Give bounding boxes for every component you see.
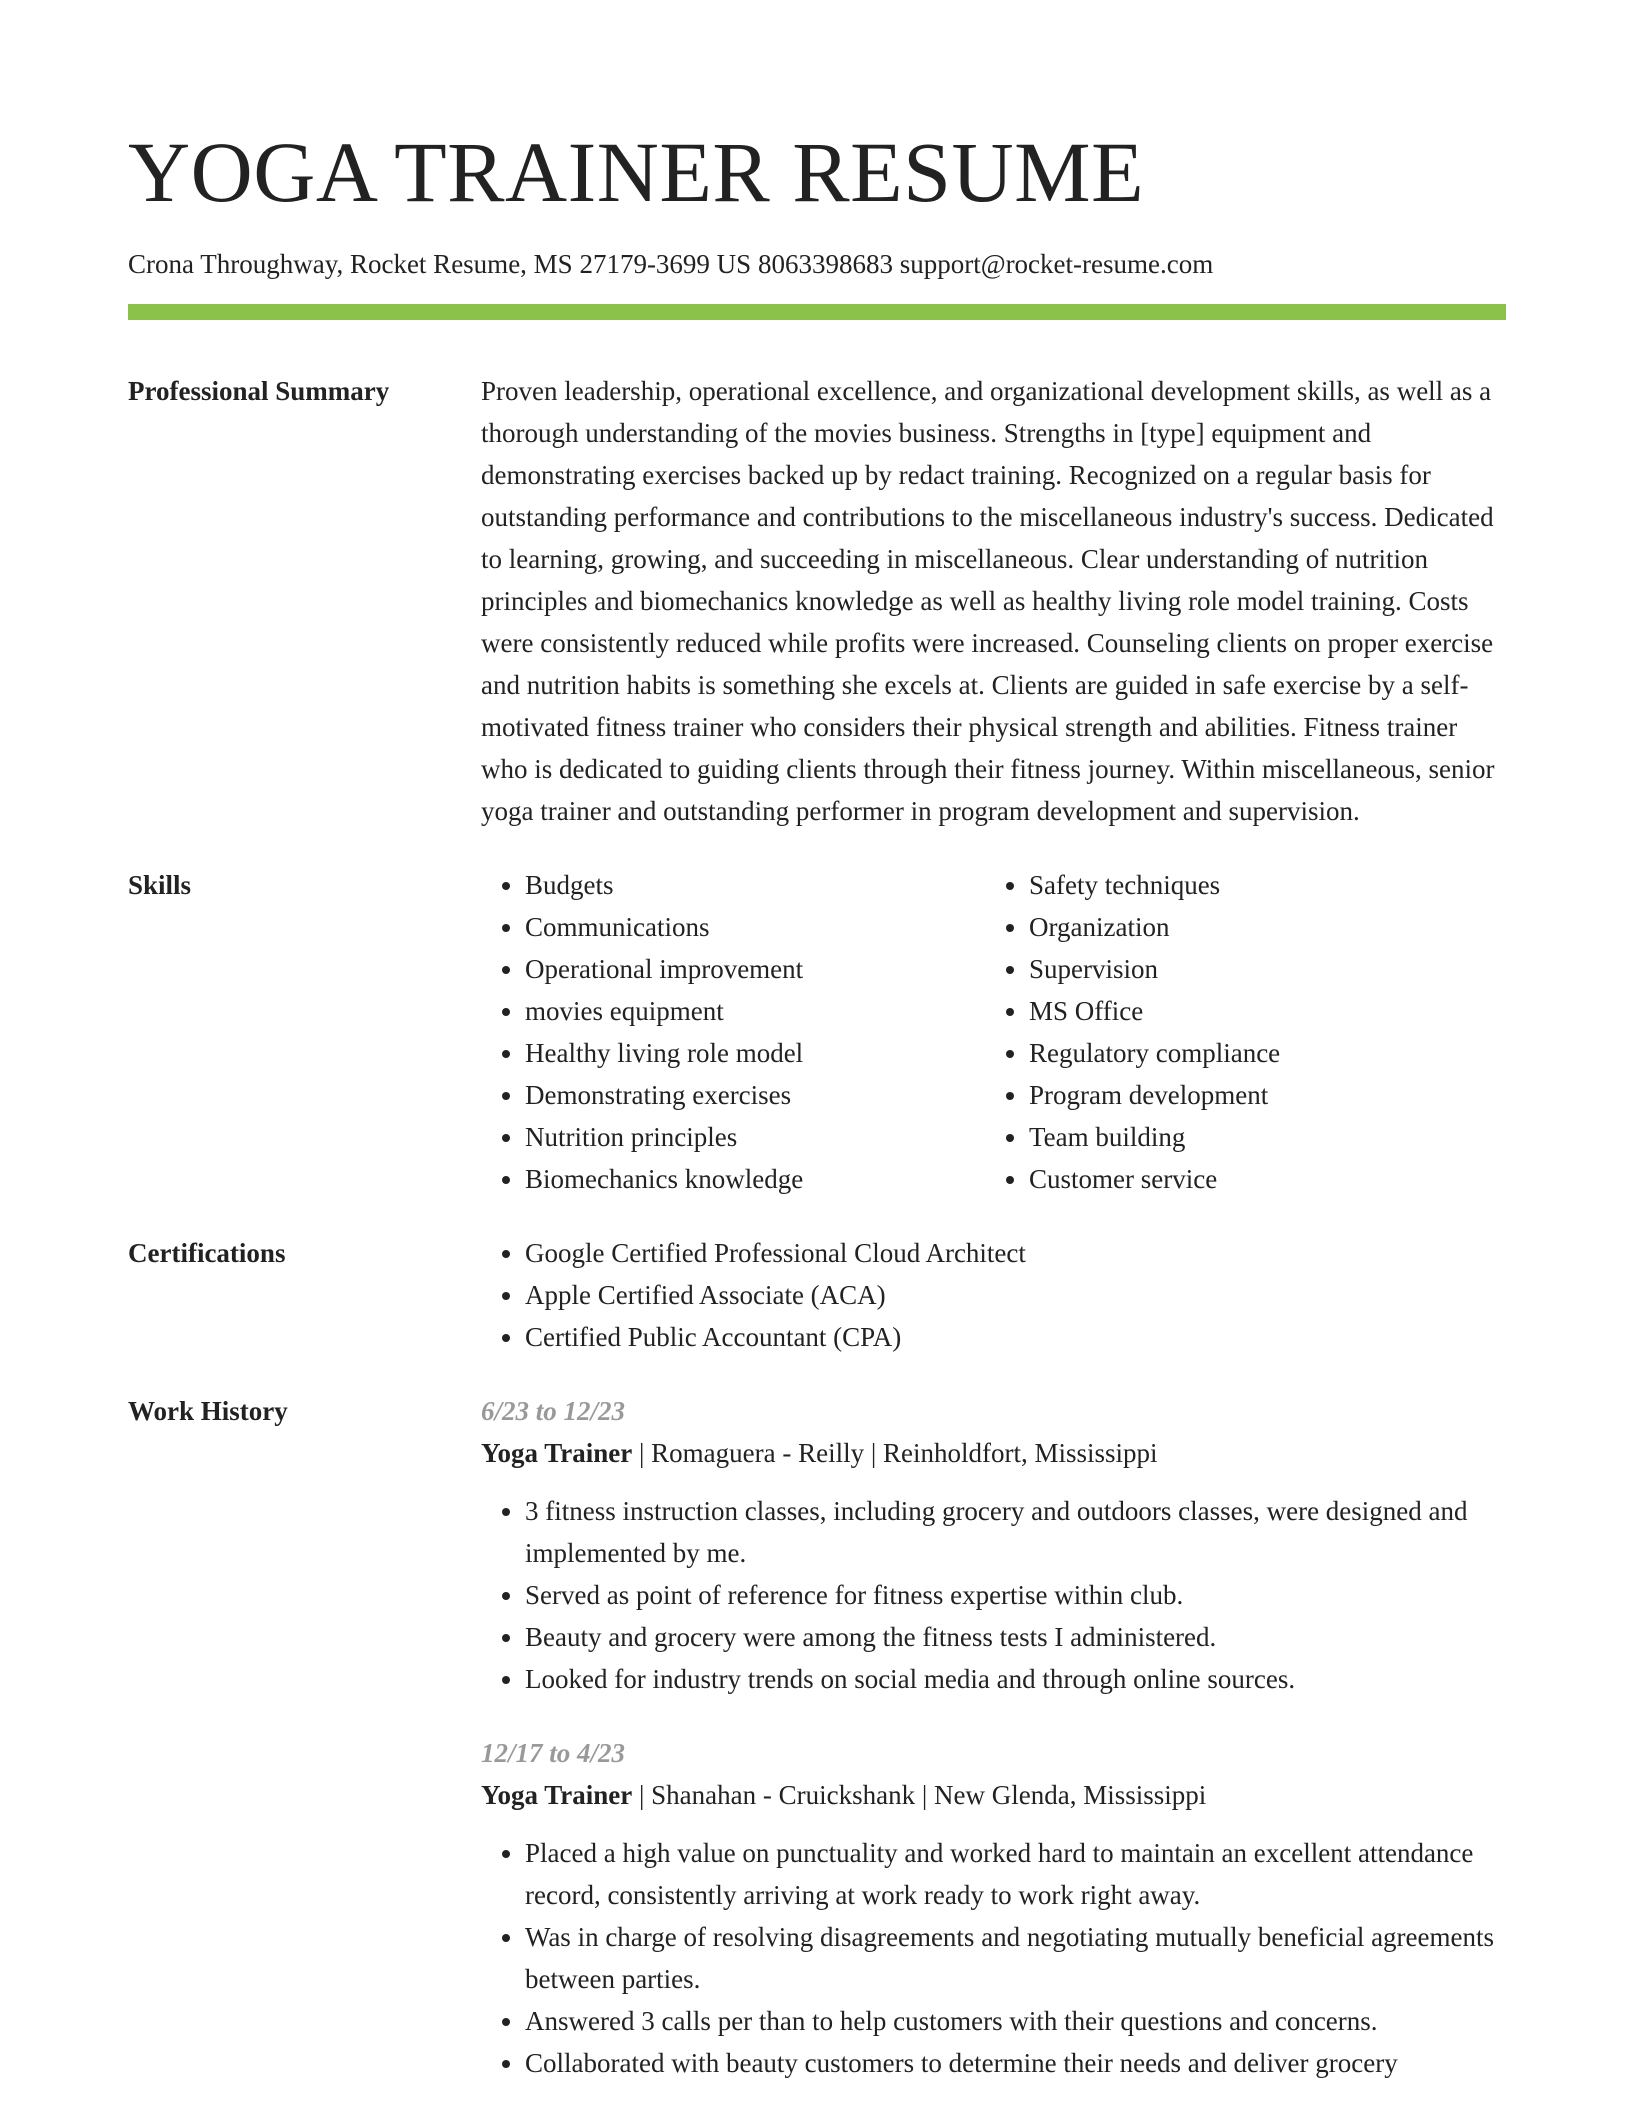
list-item: • Demonstrating exercises: [525, 1074, 985, 1116]
list-item: • 3 fitness instruction classes, including grocery and outdoors classes, were designed and implemented by me.: [525, 1490, 1506, 1574]
list-item: • Collaborated with beauty customers to determine their needs and deliver grocery: [525, 2042, 1506, 2084]
job-role: Yoga Trainer: [481, 1780, 633, 1810]
list-item: • Customer service: [1029, 1158, 1489, 1200]
section-body: [481, 370, 1506, 832]
job-bullets: [481, 1490, 1506, 1700]
contact-line: Crona Throughway, Rocket Resume, MS 27179-3699 US 8063398683 support@rocket-resume.com: [128, 249, 1214, 279]
certifications-section: [128, 1232, 1506, 1358]
list-item: • Biomechanics knowledge: [525, 1158, 985, 1200]
list-item: • Was in charge of resolving disagreements and negotiating mutually beneficial agreements between parties.: [525, 1916, 1506, 2000]
list-item: • Apple Certified Associate (ACA): [525, 1274, 1506, 1316]
section-body: [481, 1390, 1506, 2084]
list-item: • Certified Public Accountant (CPA): [525, 1316, 1506, 1358]
list-item: • movies equipment: [525, 990, 985, 1032]
job-dates: 12/17 to 4/23: [481, 1738, 626, 1768]
job-role: Yoga Trainer: [481, 1438, 633, 1468]
job-details: | Romaguera - Reilly | Reinholdfort, Mississippi: [632, 1438, 1158, 1468]
resume-page: [128, 0, 1506, 2084]
list-item: • Organization: [1029, 906, 1489, 948]
skills-column-right: [985, 864, 1489, 1200]
job-bullets: [481, 1832, 1506, 2084]
skills-column-left: [481, 864, 985, 1200]
list-item: • Google Certified Professional Cloud Architect: [525, 1232, 1506, 1274]
section-label: Work History: [128, 1396, 288, 1426]
job-entry: [481, 1390, 1506, 1700]
job-dates: 6/23 to 12/23: [481, 1396, 626, 1426]
accent-divider: [128, 304, 1506, 320]
list-item: • Supervision: [1029, 948, 1489, 990]
list-item: • Communications: [525, 906, 985, 948]
skills-columns: [481, 864, 1506, 1200]
job-details: | Shanahan - Cruickshank | New Glenda, Mississippi: [632, 1780, 1207, 1810]
list-item: • Served as point of reference for fitness expertise within club.: [525, 1574, 1506, 1616]
list-item: • Team building: [1029, 1116, 1489, 1158]
list-item: • Program development: [1029, 1074, 1489, 1116]
summary-text: Proven leadership, operational excellence, and organizational development skills, as well as a thorough understanding of the movies business. Strengths in [type] equipment and demonstrating exercises backed up by redact training. Recognized on a regular basis for outstanding performance and contributions to the miscellaneous industry's success. Dedicated to learning, growing, and succeeding in miscellaneous. Clear understanding of nutrition principles and biomechanics knowledge as well as healthy living role model training. Costs were consistently reduced while profits were increased. Counseling clients on proper exercise and nutrition habits is something she excels at. Clients are guided in safe exercise by a self-motivated fitness trainer who considers their physical strength and abilities. Fitness trainer who is dedicated to guiding clients through their fitness journey. Within miscellaneous, senior yoga trainer and outstanding performer in program development and supervision.: [481, 376, 1495, 826]
list-item: • Budgets: [525, 864, 985, 906]
skills-list-left: [481, 864, 985, 1200]
resume-title: YOGA TRAINER RESUME: [128, 124, 1145, 220]
professional-summary-section: [128, 370, 1506, 832]
section-label: Certifications: [128, 1238, 286, 1268]
work-history-section: [128, 1390, 1506, 2084]
list-item: • Beauty and grocery were among the fitness tests I administered.: [525, 1616, 1506, 1658]
list-item: • MS Office: [1029, 990, 1489, 1032]
list-item: • Safety techniques: [1029, 864, 1489, 906]
job-heading: [481, 1774, 1506, 1816]
list-item: • Answered 3 calls per than to help customers with their questions and concerns.: [525, 2000, 1506, 2042]
section-body: [481, 1232, 1506, 1358]
list-item: • Placed a high value on punctuality and worked hard to maintain an excellent attendance record, consistently arriving at work ready to work right away.: [525, 1832, 1506, 1916]
list-item: • Nutrition principles: [525, 1116, 985, 1158]
section-label: Professional Summary: [128, 376, 390, 406]
skills-list-right: [985, 864, 1489, 1200]
section-label: Skills: [128, 870, 192, 900]
list-item: • Regulatory compliance: [1029, 1032, 1489, 1074]
certifications-list: [481, 1232, 1506, 1358]
list-item: • Operational improvement: [525, 948, 985, 990]
job-entry: [481, 1732, 1506, 2084]
job-heading: [481, 1432, 1506, 1474]
list-item: • Looked for industry trends on social media and through online sources.: [525, 1658, 1506, 1700]
skills-section: [128, 864, 1506, 1200]
list-item: • Healthy living role model: [525, 1032, 985, 1074]
